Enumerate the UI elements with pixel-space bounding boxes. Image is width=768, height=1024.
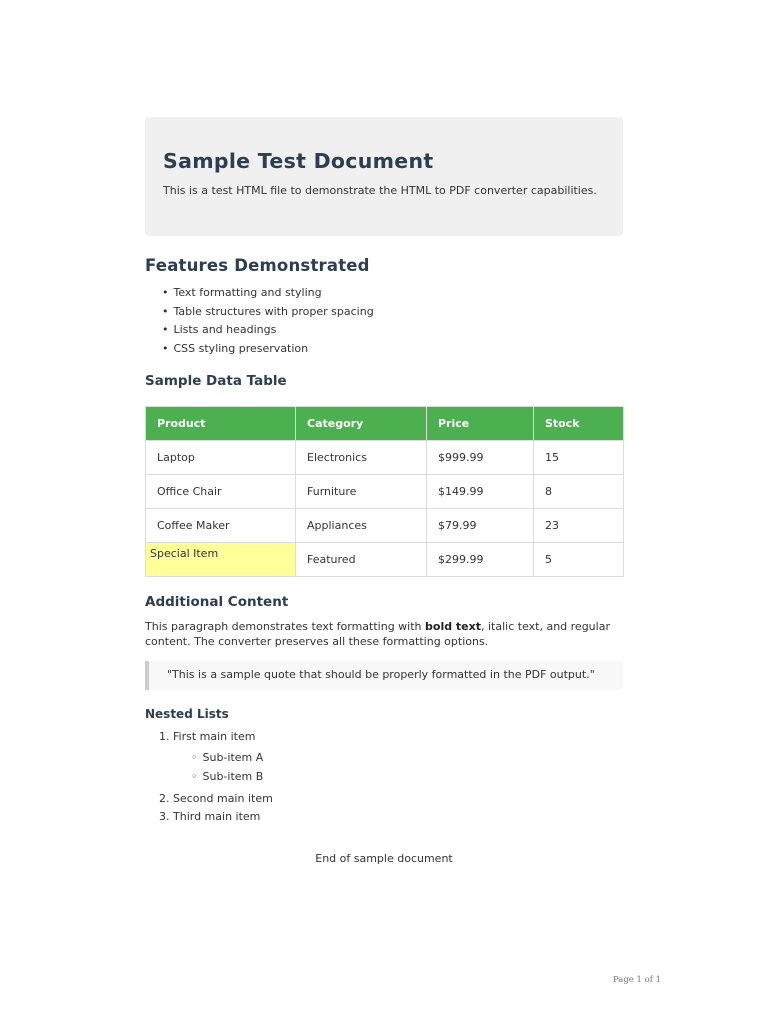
table-cell: $149.99 [427, 475, 534, 509]
page-number: Page 1 of 1 [612, 975, 661, 985]
list-item: • Text formatting and styling [162, 284, 623, 303]
table-cell: $299.99 [427, 543, 534, 577]
table-cell: Coffee Maker [146, 509, 296, 543]
list-item: 2. Second main item [173, 790, 623, 808]
table-cell: $79.99 [427, 509, 534, 543]
highlighted-cell: Special Item [146, 543, 296, 577]
sub-list [173, 749, 623, 786]
table-cell: 5 [534, 543, 624, 577]
nested-lists-heading: Nested Lists [145, 707, 229, 721]
list-item-label: First main item [173, 730, 256, 743]
table-heading: Sample Data Table [145, 373, 287, 389]
table-cell: Office Chair [146, 475, 296, 509]
end-note: End of sample document [315, 852, 453, 865]
blockquote: "This is a sample quote that should be properly formatted in the PDF output." [145, 661, 623, 690]
table-cell: 15 [534, 441, 624, 475]
features-list [145, 284, 623, 358]
list-item: • CSS styling preservation [162, 340, 623, 359]
column-header-product: Product [146, 407, 296, 441]
list-item [173, 728, 623, 786]
list-item: 3. Third main item [173, 808, 623, 826]
table-cell: Laptop [146, 441, 296, 475]
list-item: • Table structures with proper spacing [162, 303, 623, 322]
table-cell: 23 [534, 509, 624, 543]
table-cell: Furniture [296, 475, 427, 509]
ordered-list [145, 728, 623, 826]
document-subtitle: This is a test HTML file to demonstrate the HTML to PDF converter capabilities. [163, 184, 597, 197]
list-item: • Lists and headings [162, 321, 623, 340]
column-header-price: Price [427, 407, 534, 441]
formatting-paragraph [145, 619, 623, 649]
bold-text: bold text [425, 620, 481, 633]
table-row [146, 509, 624, 543]
features-heading: Features Demonstrated [145, 256, 370, 275]
table-cell: 8 [534, 475, 624, 509]
sub-list-item: ◦ Sub-item B [191, 768, 623, 787]
document-title: Sample Test Document [163, 149, 434, 173]
table-row [146, 441, 624, 475]
paragraph-text: This paragraph demonstrates text formatting with [145, 620, 426, 633]
additional-heading: Additional Content [145, 594, 289, 610]
table-header-row [146, 407, 624, 441]
column-header-category: Category [296, 407, 427, 441]
sub-list-item: ◦ Sub-item A [191, 749, 623, 768]
document-page [145, 117, 623, 866]
table-cell: Electronics [296, 441, 427, 475]
column-header-stock: Stock [534, 407, 624, 441]
data-table [145, 406, 624, 577]
table-cell: Appliances [296, 509, 427, 543]
paragraph-text: , italic text, and regular content. The converter preserves all these formatting options. [145, 620, 610, 648]
table-row [146, 543, 624, 577]
table-cell: Featured [296, 543, 427, 577]
header-box [145, 117, 623, 236]
table-cell: $999.99 [427, 441, 534, 475]
table-row [146, 475, 624, 509]
